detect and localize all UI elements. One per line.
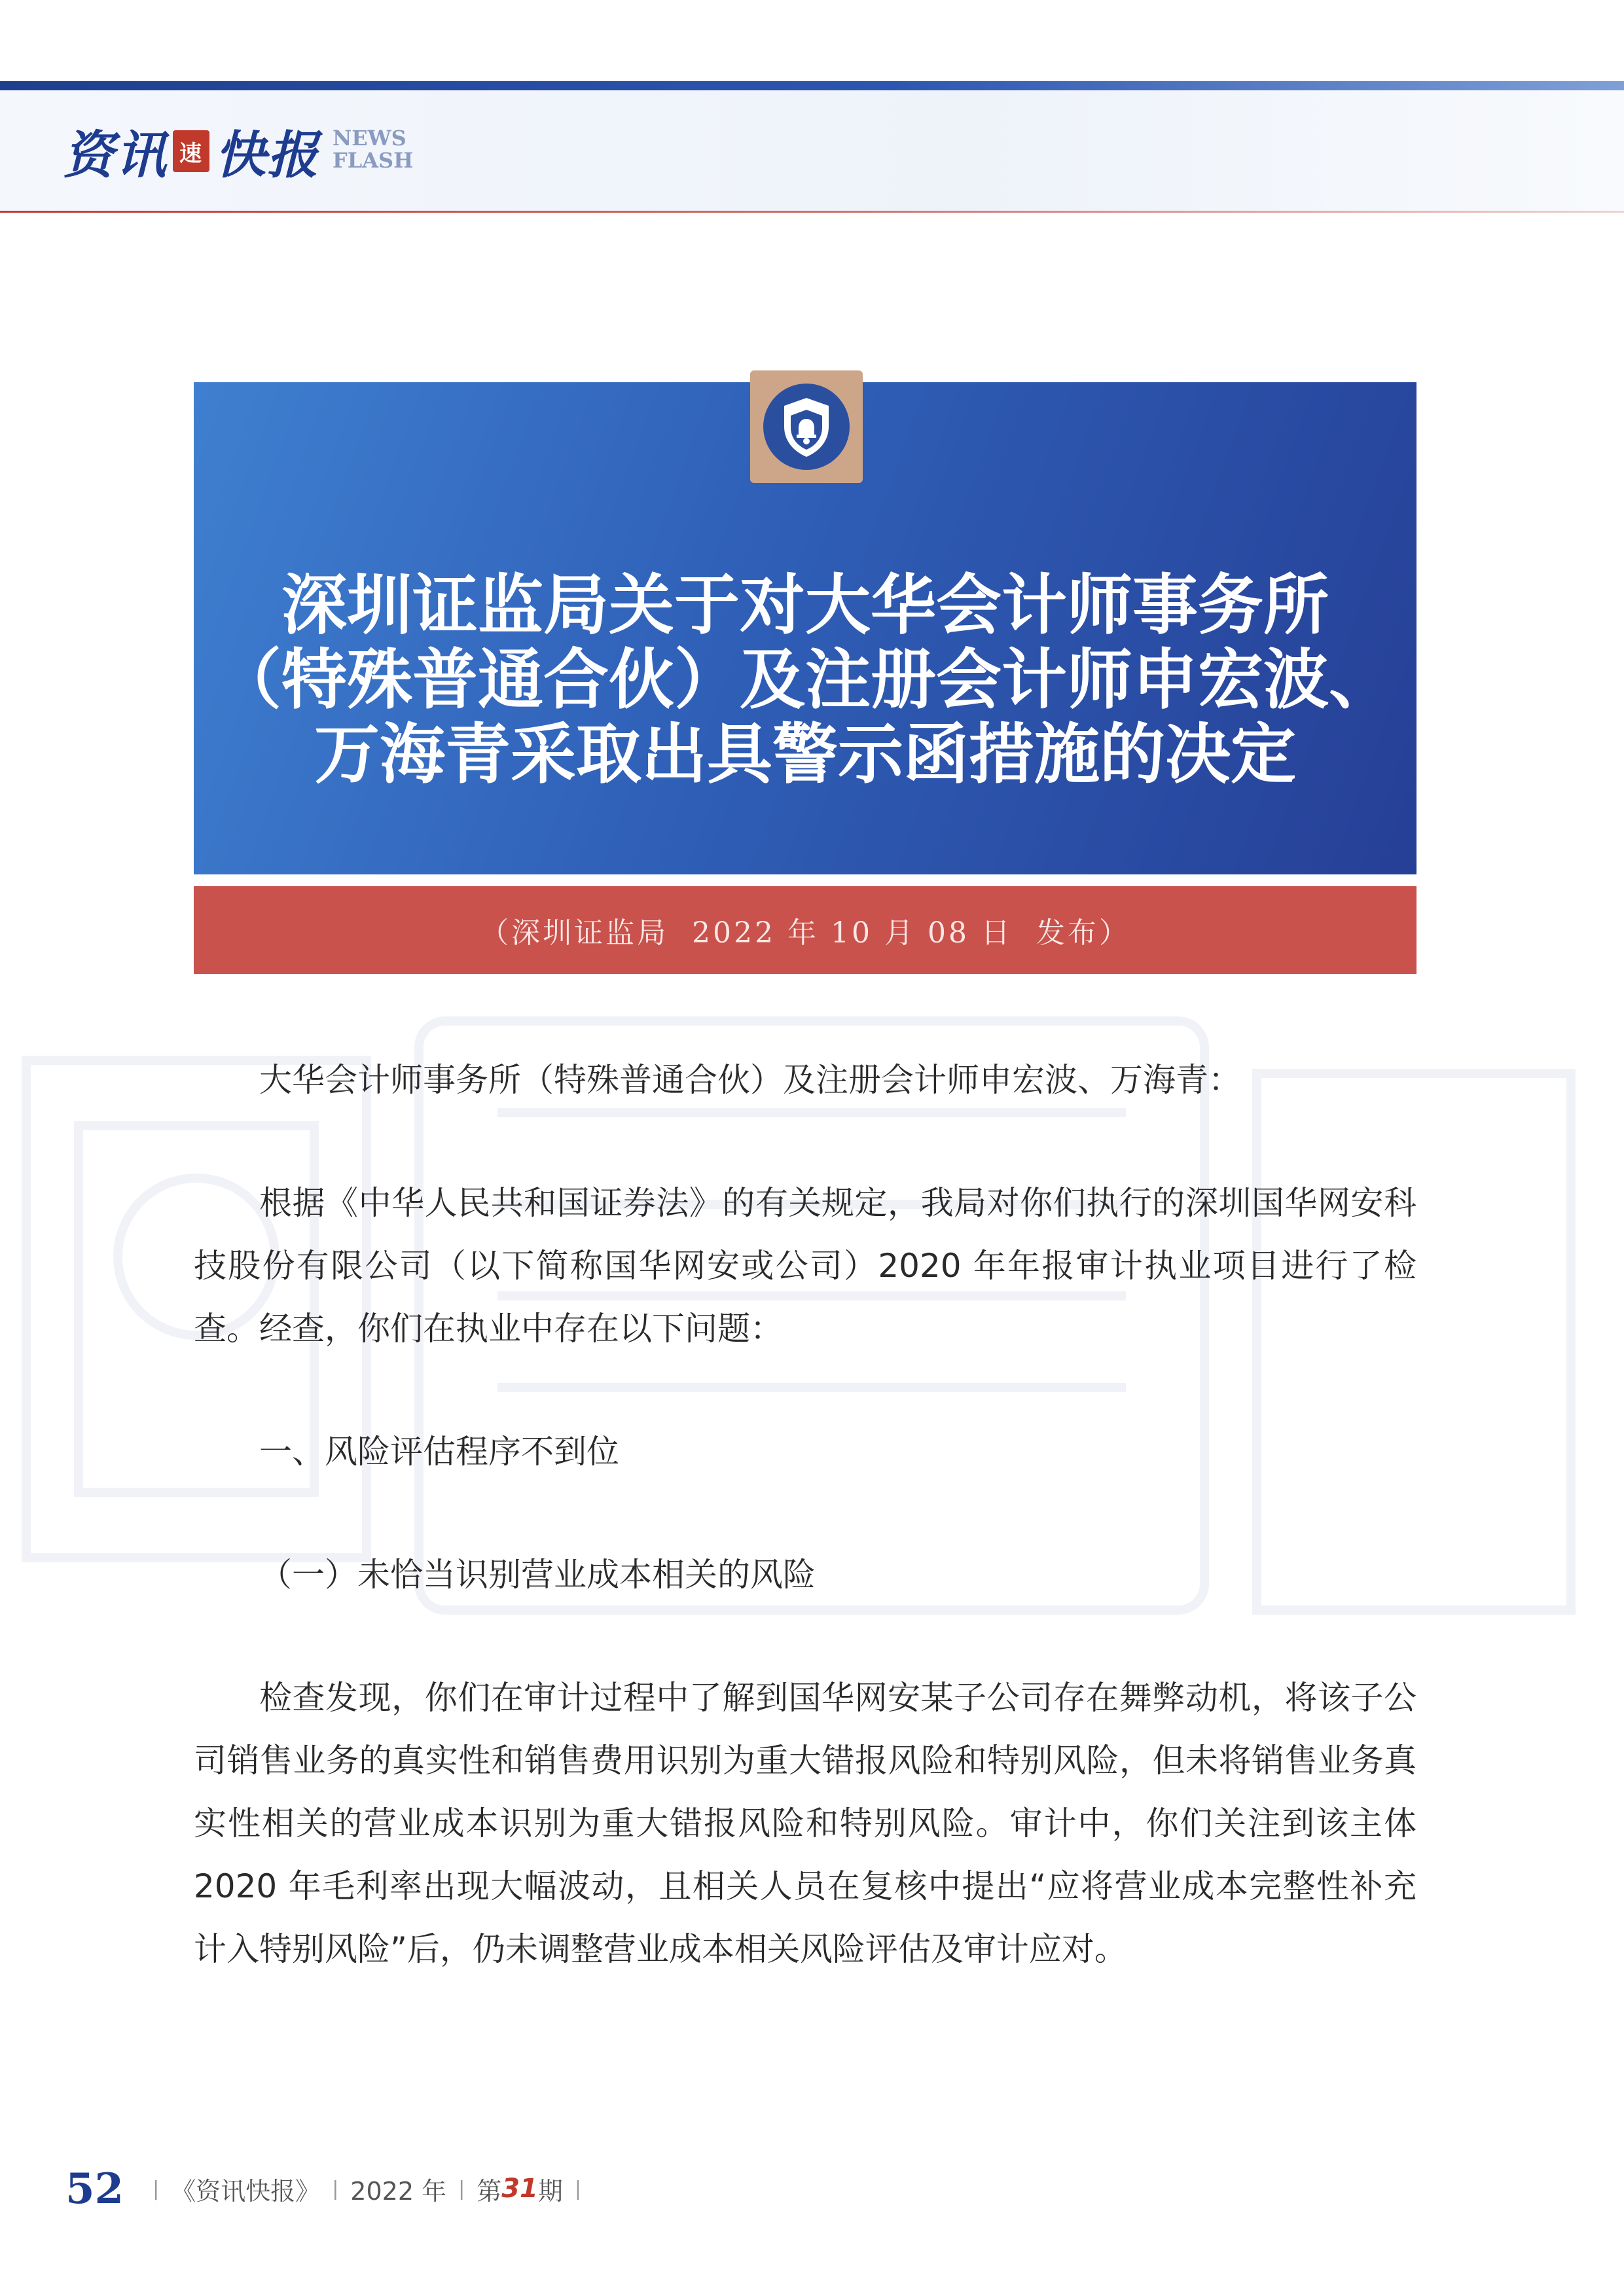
footer-separator: | [574,2177,582,2200]
footer-year: 2022 年 [350,2176,447,2206]
logo-text-right: 快报 [215,126,320,185]
shield-bell-icon [761,381,852,473]
logo-english-flash: FLASH [333,148,414,173]
page-title [196,568,1414,792]
paragraph-finding: 检查发现，你们在审计过程中了解到国华网安某子公司存在舞弊动机，将该子公司销售业务的真实性和销售费用识别为重大错报风险和特别风险，但未将销售业务真实性相关的营业成本识别为重大错报风险和特别风险。审计中，你们关注到该主体 2020 年毛利率出现大幅波动，且相关人员在复核中提出“应将营业成本完整性补充计入特别风险”后，仍未调整营业成本相关风险评估及审计应对。 [194,1679,1416,1968]
logo-text-left: 资讯 [63,126,168,185]
title-badge [750,370,863,483]
footer-publication: 《资讯快报》 [171,2176,321,2206]
logo-english [333,126,414,173]
header-top-rule [0,81,1624,90]
footer-separator: | [332,2177,339,2200]
page-footer [65,2162,593,2215]
publication-logo [63,115,319,187]
footer-separator: | [153,2177,160,2200]
subsection-heading: （一）未恰当识别营业成本相关的风险 [259,1556,816,1594]
footer-issue-prefix: 第 [477,2176,502,2206]
paragraph-addressee: 大华会计师事务所（特殊普通合伙）及注册会计师申宏波、万海青： [259,1061,1241,1099]
title-line-2: （特殊普通合伙）及注册会计师申宏波、 [216,641,1394,718]
title-line-1: 深圳证监局关于对大华会计师事务所 [281,567,1329,643]
article-body [194,1049,1416,1981]
section-heading: 一、风险评估程序不到位 [259,1433,619,1471]
publish-info-bar: （深圳证监局 2022 年 10 月 08 日 发布） [194,886,1416,974]
footer-issue-number: 31 [501,2174,538,2204]
logo-seal-icon: 速 [173,130,209,172]
footer-separator: | [458,2177,465,2200]
logo-english-news: NEWS [333,126,406,151]
paragraph-intro: 根据《中华人民共和国证券法》的有关规定，我局对你们执行的深圳国华网安科技股份有限公司（以下简称国华网安或公司）2020 年年报审计执业项目进行了检查。经查，你们在执业中存在以下问题： [194,1184,1416,1348]
footer-issue-suffix: 期 [537,2176,563,2206]
title-line-3: 万海青采取出具警示函措施的决定 [314,716,1296,793]
page-number: 52 [65,2164,124,2214]
header-divider [0,211,1624,213]
